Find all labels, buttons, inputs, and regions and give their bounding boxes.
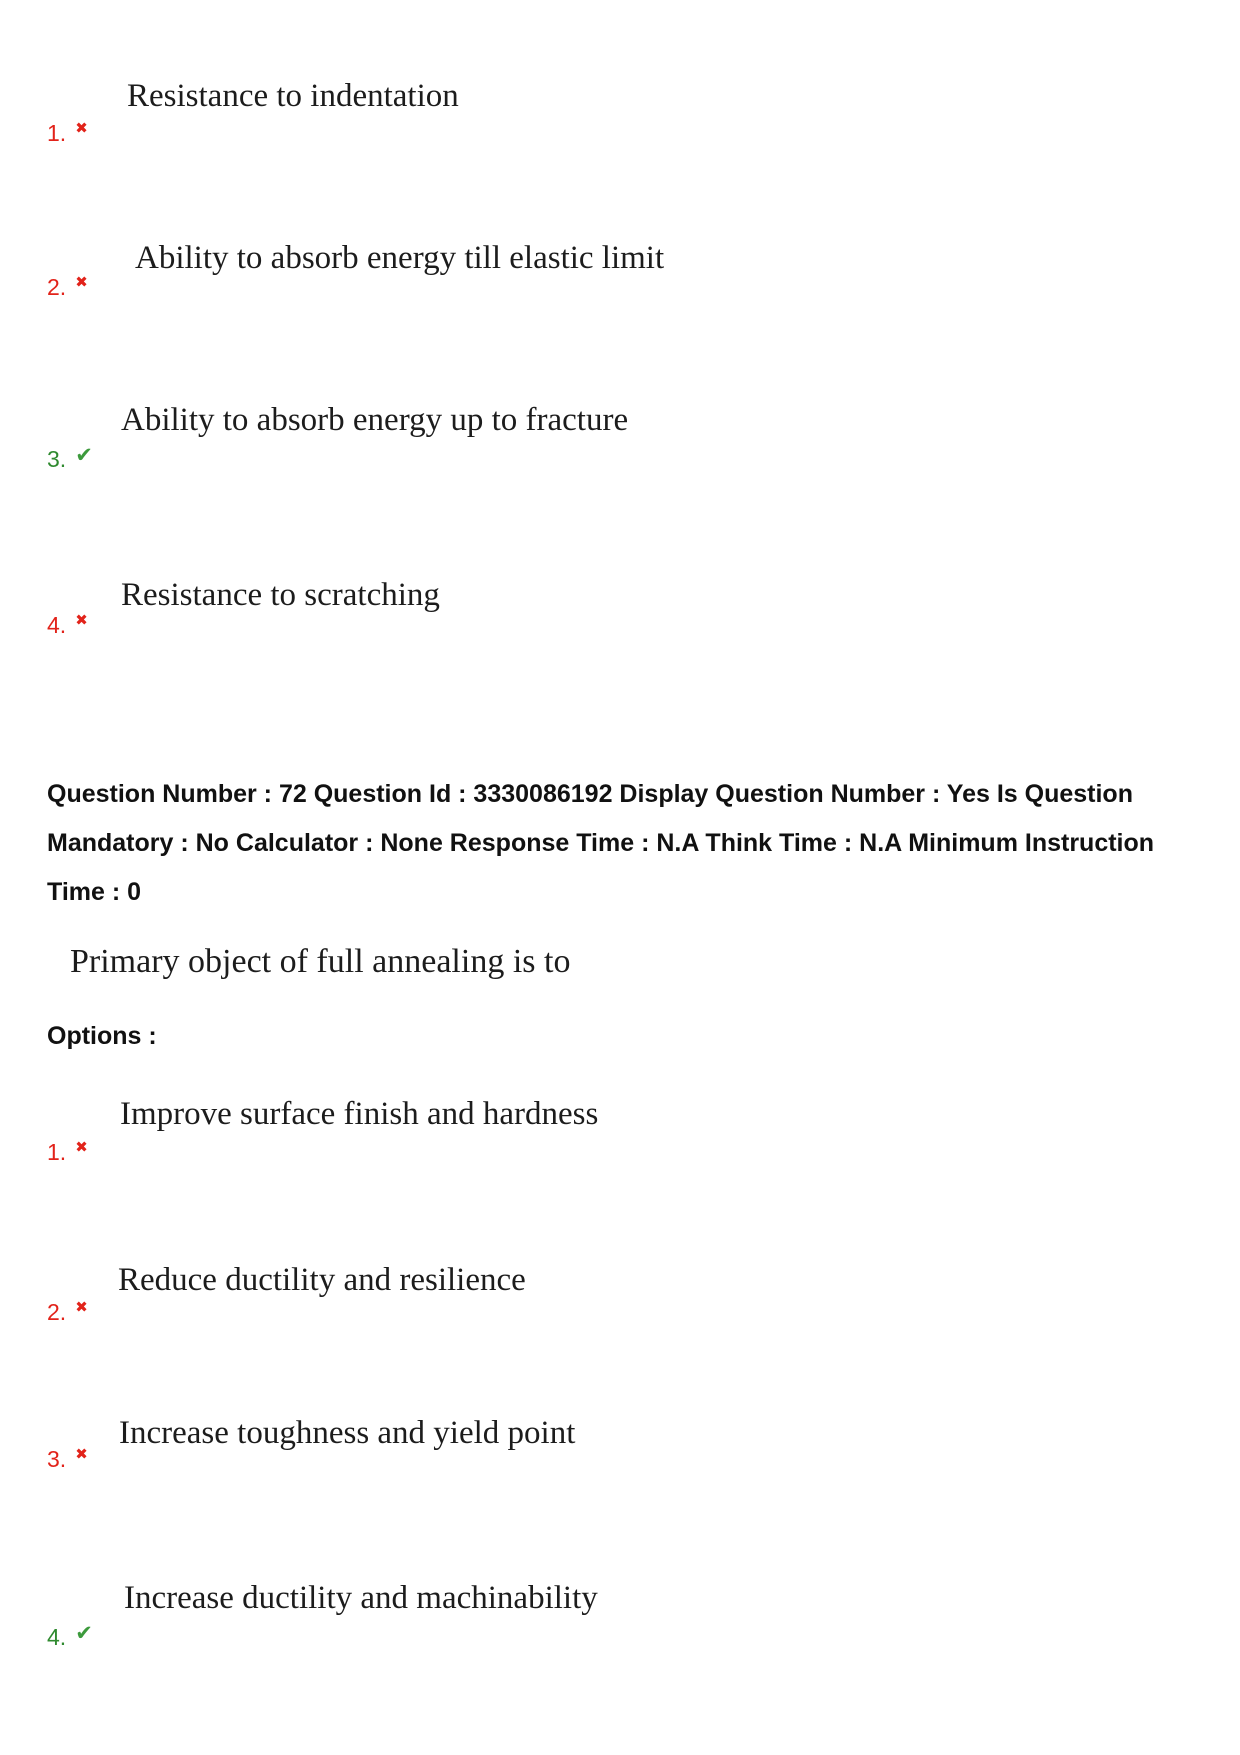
option-number: 1. xyxy=(47,1139,67,1165)
option-text: Reduce ductility and resilience xyxy=(118,1262,526,1298)
option-number: 3. xyxy=(47,446,67,472)
question-meta xyxy=(47,770,1154,917)
option-text: Resistance to scratching xyxy=(121,577,440,613)
cross-icon xyxy=(75,1293,88,1321)
option-text: Improve surface finish and hardness xyxy=(120,1096,599,1132)
option-marker xyxy=(47,1623,93,1651)
question-text: Primary object of full annealing is to xyxy=(70,943,571,980)
option-number: 3. xyxy=(47,1446,67,1472)
option-marker xyxy=(47,611,88,639)
option-number: 4. xyxy=(47,612,67,638)
question-meta-line: Question Number : 72 Question Id : 3330086192 Display Question Number : Yes Is Question xyxy=(47,780,1133,808)
cross-icon xyxy=(75,268,88,296)
option-marker xyxy=(47,1138,88,1166)
option-number: 2. xyxy=(47,1299,67,1325)
check-icon xyxy=(75,441,93,469)
check-icon xyxy=(75,1619,93,1647)
options-label: Options : xyxy=(47,1022,157,1050)
option-text: Ability to absorb energy till elastic limit xyxy=(135,240,665,276)
option-text: Increase toughness and yield point xyxy=(119,1415,576,1451)
option-marker xyxy=(47,1445,88,1473)
cross-icon xyxy=(75,114,88,142)
option-marker xyxy=(47,273,88,301)
option-marker xyxy=(47,445,93,473)
option-text: Increase ductility and machinability xyxy=(124,1580,598,1616)
option-marker xyxy=(47,119,88,147)
cross-icon xyxy=(75,1133,88,1161)
cross-icon xyxy=(75,606,88,634)
question-meta-line: Time : 0 xyxy=(47,878,142,906)
option-number: 4. xyxy=(47,1624,67,1650)
question-meta-line: Mandatory : No Calculator : None Response Time : N.A Think Time : N.A Minimum Instruction xyxy=(47,829,1155,857)
cross-icon xyxy=(75,1440,88,1468)
option-text: Resistance to indentation xyxy=(127,78,459,114)
option-text: Ability to absorb energy up to fracture xyxy=(121,402,629,438)
option-marker xyxy=(47,1298,88,1326)
option-number: 2. xyxy=(47,274,67,300)
option-number: 1. xyxy=(47,120,67,146)
